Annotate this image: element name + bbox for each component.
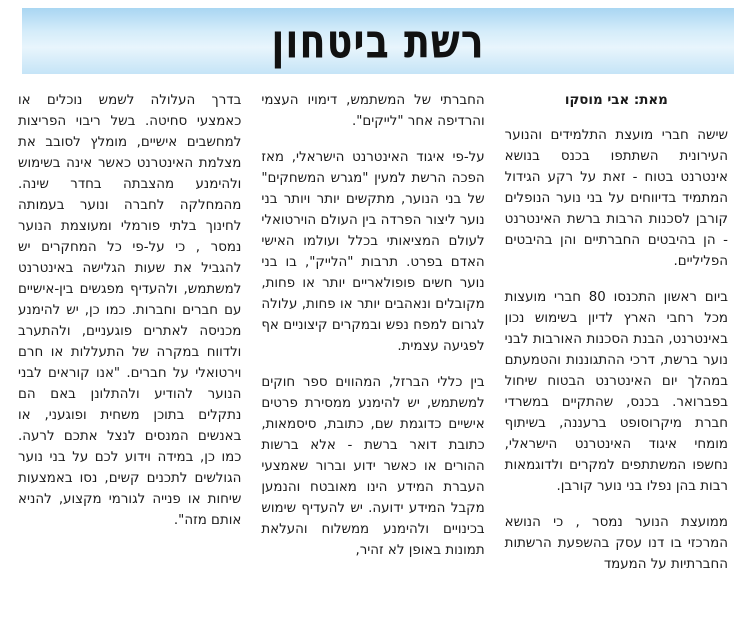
paragraph: בין כללי הברזל, המהווים ספר חוקים למשתמש, יש להימנע ממסירת פרטים אישיים כדוגמת שם, כתובת, סיסמאות, כתובת דואר ברשת - אלא ברשות ההורים או כאשר ידוע וברור שאמצעי העברת המידע הינו מאובטח והנמען מקבל המידע ידועה. יש להעדיף שימוש בכינויים ולהימנע ממשלוח והעלאת תמונות באופן לא זהיר, bbox=[261, 375, 485, 558]
paragraph: ביום ראשון התכנסו 80 חברי מועצות מכל רחבי הארץ לדיון בשימוש נכון באינטרנט, הבנת הסכנות האורבות לבני נוער ברשת, דרכי ההתגוננות והטמעתם במהלך יום האינטרנט הבטוח שיחול בפברואר. בכנס, שהתקיים במשרדי חברת מיקרוסופט ברעננה, בשיתוף מומחי איגוד האינטרנט הישראלי, נחשפו המשתתפים למקרים ולדוגמאות רבות בהן נפלו בני נוער קורבן. bbox=[504, 290, 728, 494]
paragraph: ממועצת הנוער נמסר , כי הנושא המרכזי בו דנו עסק בהשפעת הרשתות החברתיות על המעמד bbox=[504, 515, 728, 572]
paragraph: בדרך העלולה לשמש נוכלים או כאמצעי סחיטה. בשל ריבוי הפריצות למחשבים אישיים, מומלץ לסובב את מצלמת האינטרנט כאשר אינה בשימוש ולהימנע מהצבתה בחדר שינה. מהמחלקה לחברה ונוער בעמותה לחינוך בלתי פורמלי ומעוצמת הנוער נמסר , כי על-פי כל המחקרים יש להגביל את שעות הגלישה באינטרנט למשתמש, ולהעדיף מפגשים בין-אישיים עם חברים וחברות. כמו כן, יש להימנע מכניסה לאתרים פוגעניים, ולהתערב ולדווח במקרה של התעללות או חרם וירטואלי על חברים. "אנו קוראים לבני הנוער להודיע ולהתלונן באם הם נתקלים בתוכן משחית ופוגעני, או באנשים המנסים לנצל אתכם לרעה. כמו כן, במידה וידוע לכם על בני נוער הגולשים לתכנים קשים, נסו באמצעות שיחות או פנייה לגורמי מקצוע, להניא אותם מזה". bbox=[18, 93, 242, 528]
paragraph: שישה חברי מועצת התלמידים והנוער העירונית השתתפו בכנס בנושא אינטרנט בטוח - זאת על רקע הגידול המתמיד בדיווחים על בני נוער הנופלים קורבן לסכנות הרבות ברשת האינטרנט - הן בהיבטים החברתיים והן בהיבטים הפליליים. bbox=[504, 128, 728, 269]
paragraph: החברתי של המשתמש, דימויו העצמי והרדיפה אחר "לייקים". bbox=[261, 93, 485, 129]
article-title: רשת ביטחון bbox=[271, 13, 485, 69]
column-middle bbox=[255, 90, 490, 639]
column-right bbox=[499, 90, 734, 639]
byline: מאת: אבי מוסקו bbox=[564, 93, 668, 108]
column-left bbox=[12, 90, 247, 639]
paragraph: על-פי איגוד האינטרנט הישראלי, מאז הפכה הרשת למעין "מגרש המשחקים" של בני הנוער, מתקשים יותר ויותר בני נוער ליצור הפרדה בין העולם הוירטואלי לעולם המציאותי בכלל ועולמו האישי האדם בפרט. תרבות "הלייק", בו בני נוער חשים פופולאריים יותר או פחות, מקובלים ונאהבים יותר או פחות, עלולה לגרום למפח נפש ובמקרים קיצוניים אף לפגיעה עצמית. bbox=[261, 150, 485, 354]
title-banner bbox=[22, 8, 734, 74]
article-body bbox=[12, 90, 734, 639]
